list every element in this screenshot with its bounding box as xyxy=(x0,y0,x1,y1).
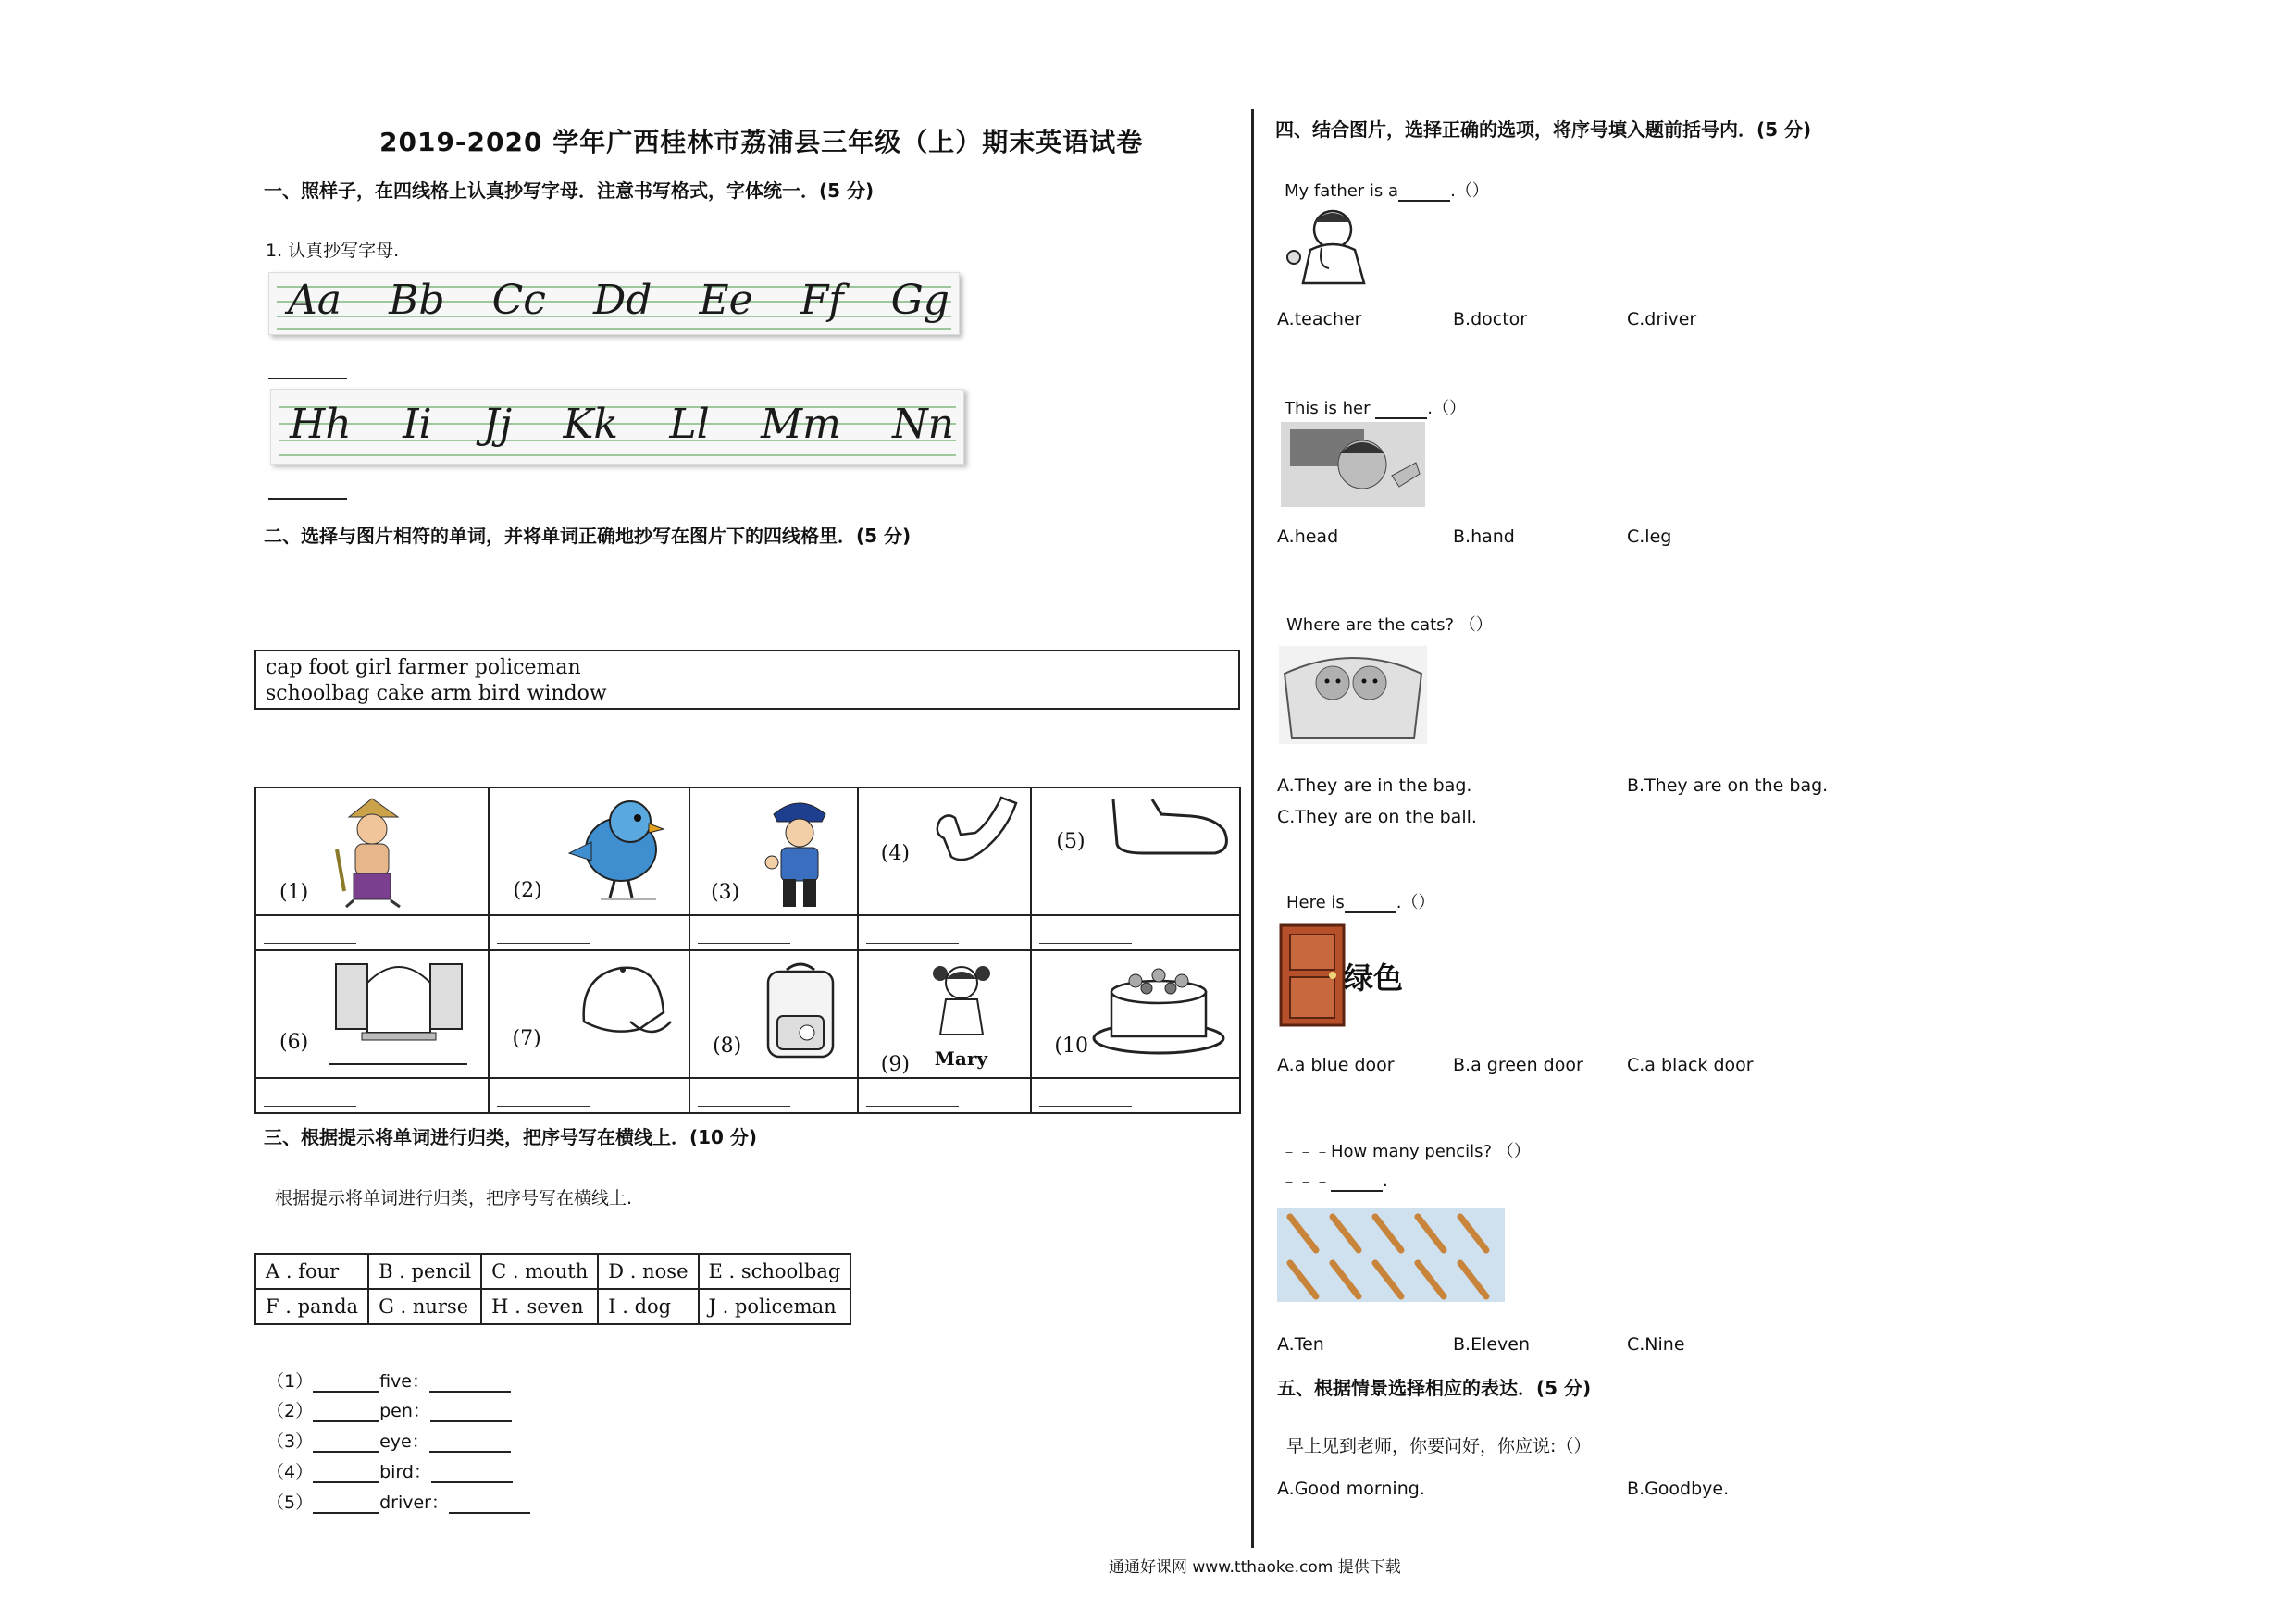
picture-label: (10 xyxy=(1054,1035,1088,1058)
letter-pair: Jj xyxy=(482,401,513,448)
picture-label: (7) xyxy=(512,1027,541,1050)
letter-pair: Ii xyxy=(403,401,432,448)
arm-icon xyxy=(924,792,1025,894)
option-c[interactable]: C.They are on the ball. xyxy=(1277,807,1477,827)
letter-pair: Nn xyxy=(892,401,954,448)
answer-cell[interactable] xyxy=(858,1078,1032,1113)
section2-heading: 二、选择与图片相符的单词，并将单词正确地抄写在图片下的四线格里．(5 分) xyxy=(264,525,912,547)
answer-blank[interactable] xyxy=(429,1391,511,1393)
word-cell: F . panda xyxy=(255,1289,368,1324)
picture-cell-foot xyxy=(1031,787,1240,915)
letter-pair: Aa xyxy=(288,277,342,324)
option-a[interactable]: A.Good morning. xyxy=(1277,1479,1425,1499)
letter-pair: Bb xyxy=(389,277,445,324)
doctor-icon xyxy=(1281,202,1384,287)
option-a[interactable]: A.head xyxy=(1277,527,1339,547)
answer-cell[interactable] xyxy=(858,915,1032,950)
picture-cell-cap xyxy=(489,950,690,1078)
answer-cell[interactable] xyxy=(1031,1078,1240,1113)
section5-heading: 五、根据情景选择相应的表达．(5 分) xyxy=(1277,1377,1592,1399)
option-c[interactable]: C.Nine xyxy=(1627,1334,1685,1355)
option-b[interactable]: B.hand xyxy=(1453,527,1515,547)
letter-pair: Ll xyxy=(669,401,710,448)
answer-blank[interactable] xyxy=(1375,417,1427,419)
word-cell: G . nurse xyxy=(368,1289,481,1324)
girl-icon xyxy=(929,960,994,1044)
cap-icon xyxy=(575,957,676,1049)
policeman-icon xyxy=(763,794,837,911)
letter-strip-1 xyxy=(268,272,960,335)
letter-pair: Cc xyxy=(491,277,546,324)
cats-in-bag-icon xyxy=(1279,646,1427,744)
answer-blank[interactable] xyxy=(429,1451,511,1453)
picture-cell-policeman xyxy=(689,787,858,915)
window-icon xyxy=(329,955,467,1071)
color-word-label: 绿色 xyxy=(1344,960,1404,996)
section1-instruction: 1. 认真抄写字母. xyxy=(266,241,400,261)
option-c[interactable]: C.a black door xyxy=(1627,1055,1754,1075)
picture-cell-cake xyxy=(1031,950,1240,1078)
answer-blank[interactable] xyxy=(1398,200,1450,202)
word-cell: D . nose xyxy=(598,1254,698,1289)
door-icon xyxy=(1279,923,1346,1027)
question-1-stem: My father is a .（） xyxy=(1285,181,1489,201)
cake-icon xyxy=(1089,960,1228,1062)
answer-blank[interactable] xyxy=(431,1481,513,1483)
answer-cell[interactable] xyxy=(1031,915,1240,950)
farmer-icon xyxy=(326,794,418,910)
answer-blank[interactable] xyxy=(313,1481,379,1483)
bird-icon xyxy=(564,796,675,907)
answer-blank[interactable] xyxy=(1345,911,1396,913)
letter-pair: Ee xyxy=(699,277,753,324)
picture-label: (3) xyxy=(711,881,740,904)
option-b[interactable]: B.a green door xyxy=(1453,1055,1583,1075)
letter-row-1 xyxy=(288,277,949,324)
picture-label: (5) xyxy=(1056,830,1086,853)
classify-item-5: （5） driver： xyxy=(267,1489,530,1514)
word-bank-line-1: cap foot girl farmer policeman xyxy=(266,656,581,679)
pencils-icon xyxy=(1277,1208,1505,1302)
answer-cell[interactable] xyxy=(255,1078,489,1113)
answer-blank[interactable] xyxy=(313,1420,379,1422)
classify-item-1: （1） five： xyxy=(267,1368,511,1393)
answer-line[interactable] xyxy=(268,378,347,379)
word-cell: B . pencil xyxy=(368,1254,481,1289)
word-cell: J . policeman xyxy=(699,1289,851,1324)
letter-pair: Ff xyxy=(800,277,844,324)
schoolbag-icon xyxy=(759,960,842,1062)
answer-cell[interactable] xyxy=(689,915,858,950)
option-c[interactable]: C.driver xyxy=(1627,309,1697,329)
classify-item-2: （2） pen： xyxy=(267,1397,512,1422)
option-a[interactable]: A.a blue door xyxy=(1277,1055,1395,1075)
letter-pair: Mm xyxy=(761,401,841,448)
picture-label: (8) xyxy=(713,1035,742,1058)
picture-cell-window xyxy=(255,950,489,1078)
word-bank-box xyxy=(254,650,1240,710)
answer-blank[interactable] xyxy=(430,1420,512,1422)
answer-blank[interactable] xyxy=(313,1391,379,1393)
letter-pair: Hh xyxy=(290,401,352,448)
letter-row-2 xyxy=(290,401,954,448)
picture-label: (9) xyxy=(880,1053,910,1076)
answer-blank[interactable] xyxy=(1331,1190,1383,1192)
option-b[interactable]: B.Eleven xyxy=(1453,1334,1531,1355)
option-a[interactable]: A.Ten xyxy=(1277,1334,1324,1355)
option-a[interactable]: A.They are in the bag. xyxy=(1277,775,1472,796)
letter-pair: Gg xyxy=(890,277,949,324)
picture-cell-arm xyxy=(858,787,1032,915)
answer-cell[interactable] xyxy=(689,1078,858,1113)
classification-table xyxy=(254,1253,851,1325)
answer-blank[interactable] xyxy=(313,1451,379,1453)
picture-label: (2) xyxy=(513,879,542,902)
page-title: 2019-2020 学年广西桂林市荔浦县三年级（上）期末英语试卷 xyxy=(379,127,1144,157)
option-b[interactable]: B.They are on the bag. xyxy=(1627,775,1829,796)
picture-cell-farmer xyxy=(255,787,489,915)
option-b[interactable]: B.Goodbye. xyxy=(1627,1479,1730,1499)
option-b[interactable]: B.doctor xyxy=(1453,309,1528,329)
foot-icon xyxy=(1106,796,1235,861)
section4-heading: 四、结合图片，选择正确的选项，将序号填入题前括号内．(5 分) xyxy=(1275,118,1812,141)
section1-heading: 一、照样子，在四线格上认真抄写字母．注意书写格式，字体统一．(5 分) xyxy=(264,180,875,202)
word-cell: C . mouth xyxy=(481,1254,598,1289)
classify-item-4: （4） bird： xyxy=(267,1458,513,1483)
picture-cell-bird xyxy=(489,787,690,915)
word-cell: A . four xyxy=(255,1254,368,1289)
answer-cell[interactable] xyxy=(489,915,690,950)
letter-pair: Dd xyxy=(593,277,652,324)
letter-pair: Kk xyxy=(563,401,619,448)
footer-text: 通通好课网 www.tthaoke.com 提供下载 xyxy=(1109,1558,1401,1577)
question-2-stem: This is her .（） xyxy=(1285,399,1466,418)
question-3-stem: Where are the cats? （） xyxy=(1286,615,1493,635)
word-cell: E . schoolbag xyxy=(699,1254,851,1289)
answer-blank[interactable] xyxy=(449,1512,530,1514)
letter-strip-2 xyxy=(270,389,964,465)
option-c[interactable]: C.leg xyxy=(1627,527,1672,547)
answer-blank[interactable] xyxy=(313,1512,379,1514)
picture-label: (4) xyxy=(880,842,910,865)
answer-cell[interactable] xyxy=(255,915,489,950)
word-cell: H . seven xyxy=(481,1289,598,1324)
question-5-stem: ﹣﹣﹣How many pencils? （） xyxy=(1281,1142,1531,1161)
picture-table xyxy=(254,787,1241,1114)
question-4-stem: Here is .（） xyxy=(1286,893,1435,912)
section3-instruction: 根据提示将单词进行归类，把序号写在横线上. xyxy=(275,1188,633,1208)
answer-line[interactable] xyxy=(268,498,347,500)
option-a[interactable]: A.teacher xyxy=(1277,309,1362,329)
classify-item-3: （3） eye： xyxy=(267,1428,511,1453)
picture-cell-schoolbag xyxy=(689,950,858,1078)
picture-label: (1) xyxy=(279,881,309,904)
section5-question-1-stem: 早上见到老师，你要问好，你应说:（） xyxy=(1286,1436,1592,1456)
section3-heading: 三、根据提示将单词进行归类，把序号写在横线上．(10 分) xyxy=(264,1126,758,1148)
answer-cell[interactable] xyxy=(489,1078,690,1113)
girl-name-label: Mary xyxy=(934,1047,988,1070)
word-cell: I . dog xyxy=(598,1289,698,1324)
word-bank-line-2: schoolbag cake arm bird window xyxy=(266,682,607,705)
picture-cell-girl xyxy=(858,950,1032,1078)
picture-label: (6) xyxy=(279,1031,309,1054)
column-divider xyxy=(1251,109,1254,1548)
question-5-answer-line: ﹣﹣﹣ . xyxy=(1281,1171,1388,1191)
child-hand-icon xyxy=(1281,422,1425,507)
